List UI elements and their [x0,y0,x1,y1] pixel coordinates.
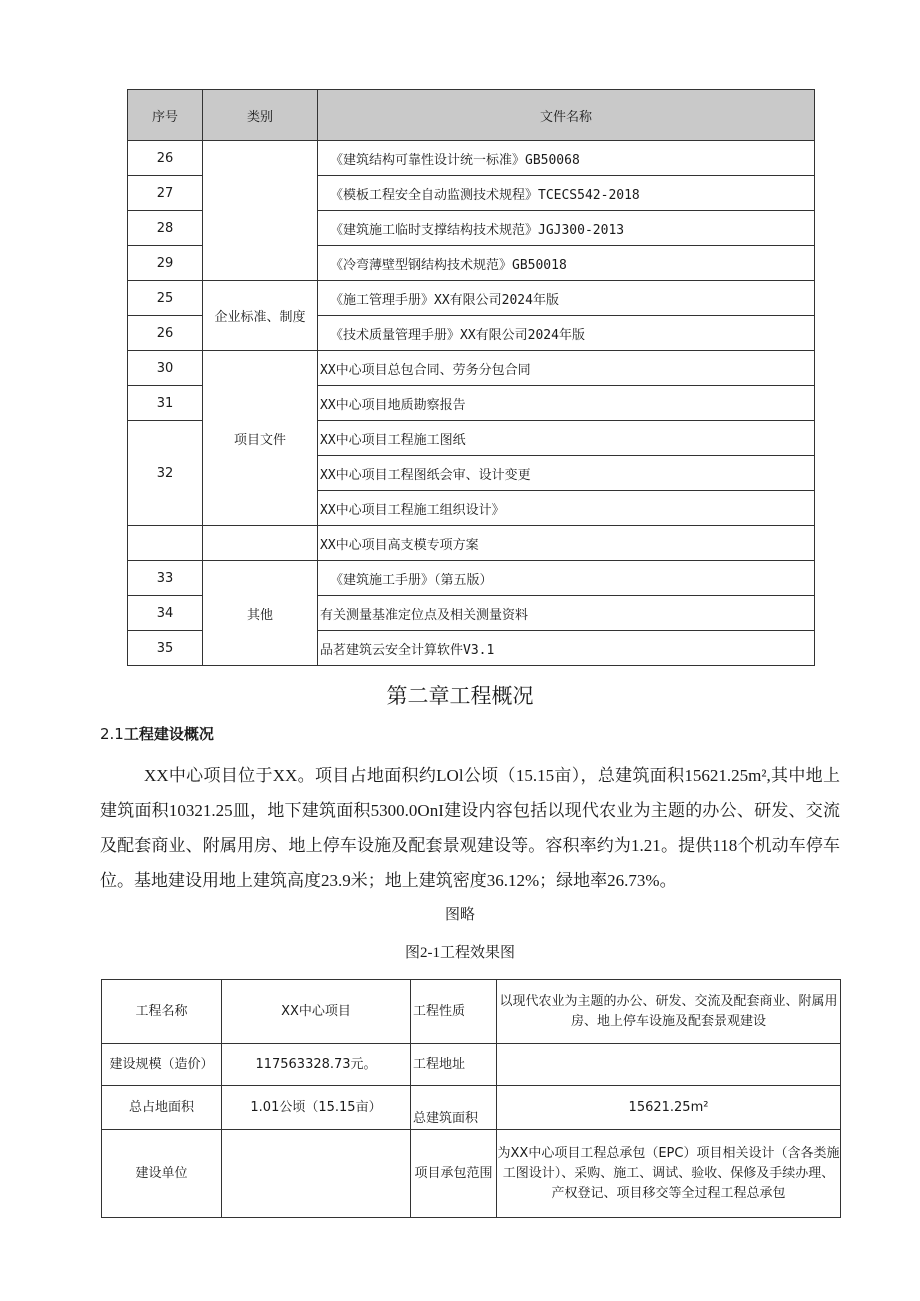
land-area-label: 总占地面积 [102,1086,222,1130]
table-header-row [128,90,815,141]
building-area-label: 总建筑面积 [411,1086,497,1130]
chapter-title: 第二章工程概况 [386,684,534,708]
scope-value: 为XX中心项目工程总承包（EPC）项目相关设计（含各类施工图设计）、采购、施工、调试、验收、保修及手续办理、产权登记、项目移交等全过程工程总承包 [497,1130,841,1218]
table-row [102,1086,841,1130]
row-file-name: XX中心项目工程施工组织设计》 [318,491,815,526]
overview-paragraph [100,758,840,898]
building-area-value: 15621.25m² [497,1086,841,1130]
project-name-value: XX中心项目 [222,980,411,1044]
overview-paragraph-text: XX中心项目位于XX。项目占地面积约LOl公顷（15.15亩），总建筑面积15621.25m²,其中地上建筑面积10321.25皿，地下建筑面积5300.0OnI建设内容包括以现代农业为主题的办公、研发、交流及配套商业、附属用房、地上停车设施及配套景观建设等。容积率约为1.21。提供118个机动车停车位。基地建设用地上建筑高度23.9米；地上建筑密度36.12%；绿地率26.73%。 [100,766,840,890]
row-file-name: XX中心项目高支模专项方案 [318,526,815,561]
scale-label: 建设规模（造价） [102,1044,222,1086]
table-row [128,526,815,561]
row-file-name: 《建筑施工临时支撑结构技术规范》JGJ300-2013 [318,211,815,246]
table-row [128,281,815,316]
row-no: 33 [128,561,203,596]
row-category: 企业标准、制度 [203,281,318,351]
row-no: 26 [128,141,203,176]
table-row [128,351,815,386]
figure-placeholder: 图略 [444,907,475,923]
row-file-name: 品茗建筑云安全计算软件V3.1 [318,631,815,666]
row-no: 34 [128,596,203,631]
row-file-name: 《建筑结构可靠性设计统一标准》GB50068 [318,141,815,176]
section-number: 2.1 [100,725,124,743]
nature-label: 工程性质 [411,980,497,1044]
owner-value [222,1130,411,1218]
row-file-name: XX中心项目工程施工图纸 [318,421,815,456]
header-file-name: 文件名称 [318,90,815,141]
row-file-name: 《模板工程安全自动监测技术规程》TCECS542-2018 [318,176,815,211]
row-file-name: XX中心项目地质勘察报告 [318,386,815,421]
table-row [102,1130,841,1218]
row-no [128,526,203,561]
address-value [497,1044,841,1086]
table-row [128,141,815,176]
land-area-value: 1.01公顷（15.15亩） [222,1086,411,1130]
row-no: 27 [128,176,203,211]
reference-document-table [127,89,815,666]
figure-caption: 图2-1工程效果图 [405,945,515,961]
row-file-name: 《施工管理手册》XX有限公司2024年版 [318,281,815,316]
scale-value: 117563328.73元。 [222,1044,411,1086]
row-category: 项目文件 [203,351,318,526]
row-file-name: 《建筑施工手册》（第五版） [318,561,815,596]
row-file-name: XX中心项目总包合同、劳务分包合同 [318,351,815,386]
row-file-name: XX中心项目工程图纸会审、设计变更 [318,456,815,491]
row-file-name: 有关测量基准定位点及相关测量资料 [318,596,815,631]
row-file-name: 《技术质量管理手册》XX有限公司2024年版 [318,316,815,351]
row-category: 其他 [203,561,318,666]
row-no: 32 [128,421,203,526]
row-file-name: 《冷弯薄壁型钢结构技术规范》GB50018 [318,246,815,281]
row-no: 25 [128,281,203,316]
table-row [102,1044,841,1086]
section-heading [100,723,214,744]
row-category [203,526,318,561]
section-title: 工程建设概况 [123,725,214,743]
nature-value: 以现代农业为主题的办公、研发、交流及配套商业、附属用房、地上停车设施及配套景观建设 [497,980,841,1044]
project-name-label: 工程名称 [102,980,222,1044]
owner-label: 建设单位 [102,1130,222,1218]
row-no: 35 [128,631,203,666]
row-no: 31 [128,386,203,421]
row-category [203,141,318,281]
table-row [128,561,815,596]
header-category: 类别 [203,90,318,141]
row-no: 26 [128,316,203,351]
table-row [102,980,841,1044]
header-no: 序号 [128,90,203,141]
row-no: 29 [128,246,203,281]
row-no: 28 [128,211,203,246]
scope-label: 项目承包范围 [411,1130,497,1218]
project-info-table [101,979,841,1218]
row-no: 30 [128,351,203,386]
address-label: 工程地址 [411,1044,497,1086]
